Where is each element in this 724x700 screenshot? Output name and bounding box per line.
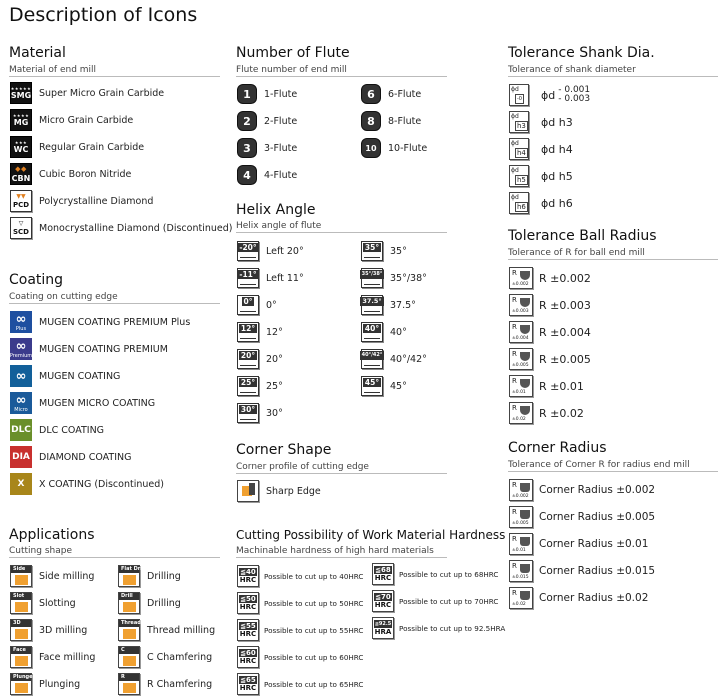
tol-ball-label: R ±0.002 bbox=[539, 271, 591, 285]
flute-item bbox=[237, 138, 297, 158]
corner-radius-title: Corner Radius bbox=[508, 440, 607, 456]
flute-item bbox=[237, 111, 297, 131]
helix-label: Left 20° bbox=[266, 245, 304, 257]
helix-subtitle: Helix angle of flute bbox=[236, 221, 447, 233]
tol-ball-label: R ±0.003 bbox=[539, 298, 591, 312]
coating-label: MUGEN COATING PREMIUM bbox=[39, 343, 168, 355]
tol-shank-label: ϕd bbox=[541, 88, 556, 102]
corner-radius-tolerance-icon: R ±0.002 bbox=[509, 479, 533, 501]
application-label: R Chamfering bbox=[147, 678, 213, 690]
material-item-smg bbox=[10, 82, 164, 104]
helix-item bbox=[361, 322, 407, 342]
mugen-icon: ∞ bbox=[10, 365, 32, 387]
tol-ball-item bbox=[509, 267, 591, 289]
3d-milling-icon: 3D bbox=[10, 619, 32, 641]
helix-label: 35° bbox=[390, 245, 407, 257]
helix-item bbox=[237, 322, 283, 342]
coating-label: X COATING (Discontinued) bbox=[39, 478, 164, 490]
helix-item bbox=[237, 241, 304, 261]
drilling-icon: Drill bbox=[118, 592, 140, 614]
corner-shape-label: Sharp Edge bbox=[266, 485, 321, 497]
flute-subtitle: Flute number of end mill bbox=[236, 65, 447, 77]
application-label: Side milling bbox=[39, 570, 95, 582]
shank-h3-icon: ϕd h3 bbox=[509, 111, 529, 133]
page-title: Description of Icons bbox=[9, 4, 198, 26]
application-item bbox=[118, 619, 215, 641]
helix-label: 12° bbox=[266, 326, 283, 338]
ball-radius-tolerance-icon: R ±0.005 bbox=[509, 348, 533, 370]
flute-item bbox=[361, 138, 427, 158]
flute-item bbox=[237, 165, 297, 185]
hardness-item bbox=[237, 592, 363, 614]
hardness-label: Possible to cut up to 68HRC bbox=[399, 569, 499, 579]
sharp-edge-icon bbox=[237, 480, 259, 502]
2-flute-icon: 2 bbox=[237, 111, 257, 131]
10-flute-icon: 10 bbox=[361, 138, 381, 158]
tol-ball-item bbox=[509, 348, 591, 370]
application-item bbox=[10, 619, 87, 641]
application-item bbox=[118, 565, 181, 587]
tol-ball-label: R ±0.01 bbox=[539, 379, 584, 393]
corner-radius-item bbox=[509, 479, 655, 501]
helix-25-icon: 25° bbox=[237, 376, 259, 396]
hardness-item bbox=[237, 646, 363, 668]
helix-item bbox=[237, 403, 283, 423]
application-label: Slotting bbox=[39, 597, 76, 609]
helix-item bbox=[361, 241, 407, 261]
material-title: Material bbox=[9, 45, 66, 61]
application-label: Plunging bbox=[39, 678, 81, 690]
tol-ball-label: R ±0.02 bbox=[539, 406, 584, 420]
application-item bbox=[10, 646, 95, 668]
helix-title: Helix Angle bbox=[236, 202, 316, 218]
hrc-60-icon: ≦60 HRC bbox=[237, 646, 259, 668]
coating-item bbox=[10, 473, 164, 495]
dia-icon: DIA bbox=[10, 446, 32, 468]
material-item-mg bbox=[10, 109, 133, 131]
4-flute-icon: 4 bbox=[237, 165, 257, 185]
mugen-premium-plus-icon: ∞ Plus bbox=[10, 311, 32, 333]
flute-title: Number of Flute bbox=[236, 45, 350, 61]
application-item bbox=[10, 565, 94, 587]
tol-shank-item bbox=[509, 84, 590, 106]
corner-radius-item bbox=[509, 560, 655, 582]
material-label: Cubic Boron Nitride bbox=[39, 168, 132, 180]
flute-label: 1-Flute bbox=[264, 88, 298, 100]
corner-shape-title: Corner Shape bbox=[236, 442, 332, 458]
material-label: Polycrystalline Diamond bbox=[39, 195, 154, 207]
material-item-pcd bbox=[10, 190, 153, 212]
flute-item bbox=[237, 84, 297, 104]
ball-radius-tolerance-icon: R ±0.004 bbox=[509, 321, 533, 343]
coating-label: DLC COATING bbox=[39, 424, 105, 436]
coating-title: Coating bbox=[9, 272, 64, 288]
hardness-label: Possible to cut up to 55HRC bbox=[264, 625, 364, 635]
material-subtitle: Material of end mill bbox=[9, 65, 220, 77]
helix-20-icon: 20° bbox=[237, 349, 259, 369]
hra-92-5-icon: ≦92.5 HRA bbox=[372, 617, 394, 639]
coating-label: MUGEN COATING PREMIUM Plus bbox=[39, 316, 191, 328]
hardness-title: Cutting Possibility of Work Material Hardness bbox=[236, 528, 506, 542]
tol-ball-label: R ±0.005 bbox=[539, 352, 591, 366]
coating-item bbox=[10, 446, 132, 468]
corner-radius-subtitle: Tolerance of Corner R for radius end mill bbox=[508, 460, 718, 472]
tol-shank-label: ϕd h3 bbox=[541, 115, 573, 129]
coating-item bbox=[10, 419, 104, 441]
material-item-cbn bbox=[10, 163, 131, 185]
application-label: Drilling bbox=[147, 597, 181, 609]
3-flute-icon: 3 bbox=[237, 138, 257, 158]
coating-subtitle: Coating on cutting edge bbox=[9, 292, 220, 304]
hrc-68-icon: ≦68 HRC bbox=[372, 563, 394, 585]
cbn-icon: ◆◆ CBN bbox=[11, 165, 31, 183]
flute-item bbox=[361, 111, 421, 131]
ball-radius-tolerance-icon: R ±0.01 bbox=[509, 375, 533, 397]
corner-radius-tolerance-icon: R ±0.01 bbox=[509, 533, 533, 555]
tol-shank-range: - 0.001 - 0.003 bbox=[558, 85, 591, 104]
helix-item bbox=[237, 268, 304, 288]
mugen-micro-icon: ∞ Micro bbox=[10, 392, 32, 414]
application-label: 3D milling bbox=[39, 624, 88, 636]
hardness-label: Possible to cut up to 60HRC bbox=[264, 652, 364, 662]
coating-item bbox=[10, 338, 168, 360]
flute-label: 2-Flute bbox=[264, 115, 298, 127]
helix-item bbox=[237, 295, 277, 315]
coating-item bbox=[10, 311, 190, 333]
pcd-icon: ▼▼ PCD bbox=[10, 190, 32, 212]
1-flute-icon: 1 bbox=[237, 84, 257, 104]
flute-label: 8-Flute bbox=[388, 115, 422, 127]
applications-title: Applications bbox=[9, 527, 95, 543]
helix-37-5-icon: 37.5° bbox=[361, 295, 383, 315]
hardness-item bbox=[372, 563, 498, 585]
shank-h4-icon: ϕd h4 bbox=[509, 138, 529, 160]
helix-item bbox=[237, 376, 283, 396]
scd-icon: ▽ SCD bbox=[10, 217, 32, 239]
helix-0-icon: 0° bbox=[237, 295, 259, 315]
coating-label: MUGEN COATING bbox=[39, 370, 121, 382]
hardness-subtitle: Machinable hardness of high hard materials bbox=[236, 546, 447, 558]
flute-label: 4-Flute bbox=[264, 169, 298, 181]
hardness-label: Possible to cut up to 50HRC bbox=[264, 598, 364, 608]
corner-radius-label: Corner Radius ±0.01 bbox=[539, 538, 649, 550]
helix-40-icon: 40° bbox=[361, 322, 383, 342]
tol-ball-item bbox=[509, 375, 584, 397]
wc-icon: ★★★ WC bbox=[10, 136, 32, 158]
application-item bbox=[10, 673, 80, 695]
tol-ball-item bbox=[509, 294, 591, 316]
hardness-item bbox=[372, 590, 498, 612]
helix-label: 40°/42° bbox=[390, 353, 427, 365]
helix-label: 40° bbox=[390, 326, 407, 338]
thread-milling-icon: Thread bbox=[118, 619, 140, 641]
hardness-item bbox=[372, 617, 505, 639]
ball-radius-tolerance-icon: R ±0.003 bbox=[509, 294, 533, 316]
coating-label: DIAMOND COATING bbox=[39, 451, 132, 463]
tol-ball-item bbox=[509, 321, 591, 343]
application-label: C Chamfering bbox=[147, 651, 213, 663]
hardness-item bbox=[237, 673, 363, 695]
helix-35-icon: 35° bbox=[361, 241, 383, 261]
hardness-item bbox=[237, 565, 363, 587]
hardness-item bbox=[237, 619, 363, 641]
helix-item bbox=[361, 376, 407, 396]
corner-radius-item bbox=[509, 533, 648, 555]
helix-40-42-icon: 40°/42° bbox=[361, 349, 383, 369]
helix-label: 30° bbox=[266, 407, 283, 419]
hardness-label: Possible to cut up to 70HRC bbox=[399, 596, 499, 606]
slotting-icon: Slot bbox=[10, 592, 32, 614]
shank-h5-icon: ϕd h5 bbox=[509, 165, 529, 187]
helix-label: 35°/38° bbox=[390, 272, 427, 284]
material-item-wc bbox=[10, 136, 144, 158]
helix-left-20-icon: -20° bbox=[237, 241, 259, 261]
tol-shank-label: ϕd h6 bbox=[541, 196, 573, 210]
hrc-65-icon: ≦65 HRC bbox=[237, 673, 259, 695]
material-label: Micro Grain Carbide bbox=[39, 114, 134, 126]
c-chamfering-icon: C bbox=[118, 646, 140, 668]
helix-label: 0° bbox=[266, 299, 277, 311]
corner-radius-label: Corner Radius ±0.005 bbox=[539, 511, 656, 523]
helix-label: 45° bbox=[390, 380, 407, 392]
application-label: Drilling bbox=[147, 570, 181, 582]
application-label: Thread milling bbox=[147, 624, 216, 636]
tol-shank-title: Tolerance Shank Dia. bbox=[508, 45, 655, 61]
tol-ball-subtitle: Tolerance of R for ball end mill bbox=[508, 248, 718, 260]
material-item-scd bbox=[10, 217, 232, 239]
helix-12-icon: 12° bbox=[237, 322, 259, 342]
shank-tolerance-icon: ϕd -0 bbox=[509, 84, 529, 106]
flute-label: 3-Flute bbox=[264, 142, 298, 154]
tol-shank-item bbox=[509, 111, 573, 133]
coating-item bbox=[10, 365, 120, 387]
helix-left-11-icon: -11° bbox=[237, 268, 259, 288]
tol-ball-label: R ±0.004 bbox=[539, 325, 591, 339]
mg-icon: ★★★★ MG bbox=[10, 109, 32, 131]
helix-35-38-icon: 35°/38° bbox=[361, 268, 383, 288]
ball-radius-tolerance-icon: R ±0.002 bbox=[509, 267, 533, 289]
plunging-icon: Plunge bbox=[10, 673, 32, 695]
r-chamfering-icon: R bbox=[118, 673, 140, 695]
side-milling-icon: Side bbox=[10, 565, 32, 587]
tol-shank-label: ϕd h4 bbox=[541, 142, 573, 156]
corner-radius-label: Corner Radius ±0.02 bbox=[539, 592, 649, 604]
tol-ball-title: Tolerance Ball Radius bbox=[508, 228, 657, 244]
corner-radius-item bbox=[509, 506, 655, 528]
ball-radius-tolerance-icon: R ±0.02 bbox=[509, 402, 533, 424]
helix-45-icon: 45° bbox=[361, 376, 383, 396]
hardness-label: Possible to cut up to 65HRC bbox=[264, 679, 364, 689]
application-item bbox=[118, 673, 212, 695]
applications-subtitle: Cutting shape bbox=[9, 546, 220, 558]
helix-label: 20° bbox=[266, 353, 283, 365]
helix-item bbox=[361, 295, 416, 315]
material-label: Super Micro Grain Carbide bbox=[39, 87, 165, 99]
corner-shape-subtitle: Corner profile of cutting edge bbox=[236, 462, 447, 474]
8-flute-icon: 8 bbox=[361, 111, 381, 131]
hrc-50-icon: ≦50 HRC bbox=[237, 592, 259, 614]
flat-drilling-icon: Flat Drill bbox=[118, 565, 140, 587]
tol-ball-item bbox=[509, 402, 584, 424]
application-item bbox=[10, 592, 76, 614]
application-item bbox=[118, 646, 212, 668]
hrc-70-icon: ≦70 HRC bbox=[372, 590, 394, 612]
material-label: Regular Grain Carbide bbox=[39, 141, 145, 153]
corner-radius-tolerance-icon: R ±0.015 bbox=[509, 560, 533, 582]
corner-radius-label: Corner Radius ±0.002 bbox=[539, 484, 656, 496]
x-coating-icon: X bbox=[10, 473, 32, 495]
hrc-40-icon: ≦40 HRC bbox=[237, 565, 259, 587]
helix-label: Left 11° bbox=[266, 272, 304, 284]
coating-item bbox=[10, 392, 155, 414]
helix-label: 37.5° bbox=[390, 299, 416, 311]
flute-item bbox=[361, 84, 421, 104]
face-milling-icon: Face bbox=[10, 646, 32, 668]
helix-item bbox=[361, 268, 427, 288]
helix-30-icon: 30° bbox=[237, 403, 259, 423]
shank-h6-icon: ϕd h6 bbox=[509, 192, 529, 214]
tol-shank-label: ϕd h5 bbox=[541, 169, 573, 183]
hardness-label: Possible to cut up to 92.5HRA bbox=[399, 623, 506, 633]
hardness-label: Possible to cut up to 40HRC bbox=[264, 571, 364, 581]
helix-item bbox=[361, 349, 427, 369]
corner-radius-tolerance-icon: R ±0.005 bbox=[509, 506, 533, 528]
material-label: Monocrystalline Diamond (Discontinued) bbox=[39, 222, 233, 234]
dlc-icon: DLC bbox=[10, 419, 32, 441]
coating-label: MUGEN MICRO COATING bbox=[39, 397, 156, 409]
tol-shank-subtitle: Tolerance of shank diameter bbox=[508, 65, 718, 77]
helix-item bbox=[237, 349, 283, 369]
helix-label: 25° bbox=[266, 380, 283, 392]
corner-radius-label: Corner Radius ±0.015 bbox=[539, 565, 656, 577]
corner-radius-tolerance-icon: R ±0.02 bbox=[509, 587, 533, 609]
flute-label: 6-Flute bbox=[388, 88, 422, 100]
tol-shank-item bbox=[509, 165, 573, 187]
flute-label: 10-Flute bbox=[388, 142, 428, 154]
tol-shank-item bbox=[509, 192, 573, 214]
application-label: Face milling bbox=[39, 651, 96, 663]
application-item bbox=[118, 592, 181, 614]
6-flute-icon: 6 bbox=[361, 84, 381, 104]
corner-shape-item bbox=[237, 480, 321, 502]
smg-icon: ★★★★★ SMG bbox=[10, 82, 32, 104]
mugen-premium-icon: ∞ Premium bbox=[9, 338, 33, 359]
hrc-55-icon: ≦55 HRC bbox=[237, 619, 259, 641]
tol-shank-item bbox=[509, 138, 573, 160]
corner-radius-item bbox=[509, 587, 648, 609]
